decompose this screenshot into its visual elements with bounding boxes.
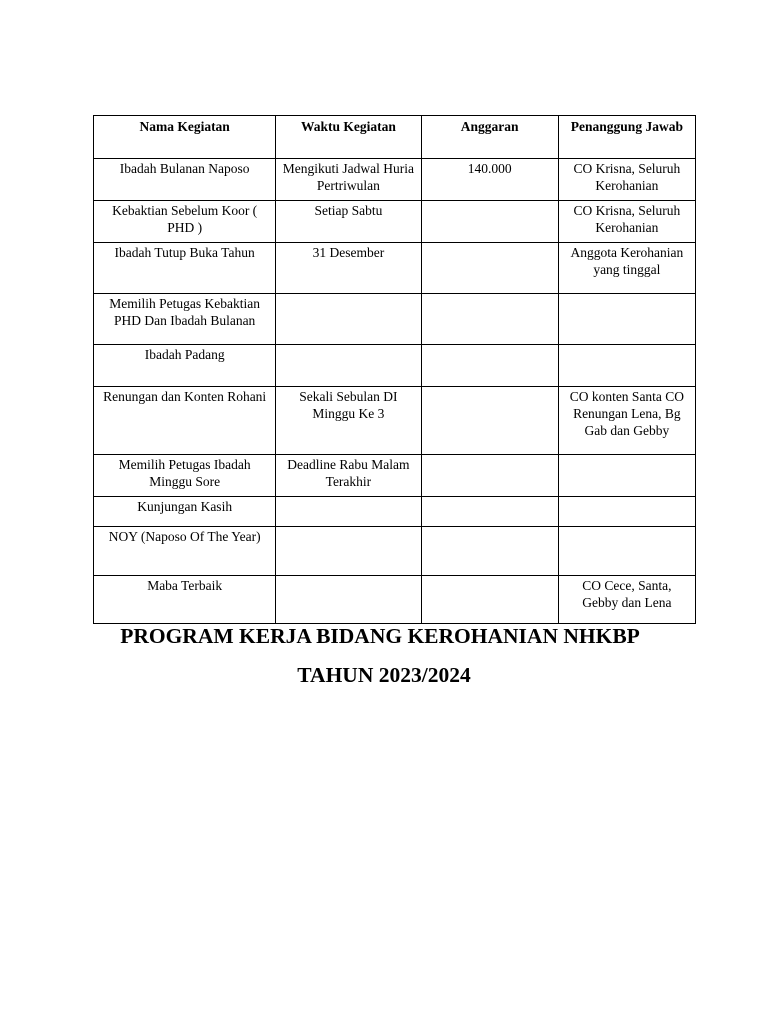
program-table — [93, 115, 696, 624]
table-cell — [558, 294, 695, 345]
table-cell — [558, 455, 695, 497]
table-cell: Renungan dan Konten Rohani — [94, 387, 276, 455]
table-cell: Memilih Petugas Ibadah Minggu Sore — [94, 455, 276, 497]
table-cell — [421, 576, 558, 624]
table-cell — [276, 497, 421, 527]
table-cell — [558, 527, 695, 576]
table-cell: Kebaktian Sebelum Koor ( PHD ) — [94, 201, 276, 243]
table-cell: CO Krisna, Seluruh Kerohanian — [558, 159, 695, 201]
table-cell: CO Cece, Santa, Gebby dan Lena — [558, 576, 695, 624]
table-cell: Ibadah Padang — [94, 345, 276, 387]
table-cell — [421, 527, 558, 576]
table-row — [94, 387, 696, 455]
table-cell: CO Krisna, Seluruh Kerohanian — [558, 201, 695, 243]
table-cell: Maba Terbaik — [94, 576, 276, 624]
table-cell — [276, 576, 421, 624]
table-cell: 31 Desember — [276, 243, 421, 294]
table-cell — [421, 345, 558, 387]
table-row — [94, 243, 696, 294]
table-cell: Sekali Sebulan DI Minggu Ke 3 — [276, 387, 421, 455]
table-row — [94, 345, 696, 387]
table-cell — [276, 345, 421, 387]
table-cell — [421, 201, 558, 243]
table-row — [94, 159, 696, 201]
table-cell: CO konten Santa CO Renungan Lena, Bg Gab dan Gebby — [558, 387, 695, 455]
table-cell: Kunjungan Kasih — [94, 497, 276, 527]
table-cell — [421, 497, 558, 527]
table-cell: 140.000 — [421, 159, 558, 201]
table-cell — [558, 345, 695, 387]
table-cell — [276, 527, 421, 576]
document-subtitle: TAHUN 2023/2024 — [297, 663, 471, 687]
table-cell: Ibadah Tutup Buka Tahun — [94, 243, 276, 294]
table-row — [94, 294, 696, 345]
table-cell: Setiap Sabtu — [276, 201, 421, 243]
table-header-row — [94, 116, 696, 159]
table-row — [94, 201, 696, 243]
table-cell — [558, 497, 695, 527]
table-cell: Mengikuti Jadwal Huria Pertriwulan — [276, 159, 421, 201]
table-cell — [276, 294, 421, 345]
table-cell: Deadline Rabu Malam Terakhir — [276, 455, 421, 497]
header-cell-penanggung-jawab: Penanggung Jawab — [558, 116, 695, 159]
header-cell-waktu-kegiatan: Waktu Kegiatan — [276, 116, 421, 159]
table-cell: Anggota Kerohanian yang tinggal — [558, 243, 695, 294]
document-title: PROGRAM KERJA BIDANG KEROHANIAN NHKBP — [120, 624, 640, 648]
table-row — [94, 576, 696, 624]
header-cell-anggaran: Anggaran — [421, 116, 558, 159]
table-cell — [421, 294, 558, 345]
table-cell: NOY (Naposo Of The Year) — [94, 527, 276, 576]
table-cell — [421, 243, 558, 294]
table-cell: Memilih Petugas Kebaktian PHD Dan Ibadah Bulanan — [94, 294, 276, 345]
table-row — [94, 455, 696, 497]
table-cell: Ibadah Bulanan Naposo — [94, 159, 276, 201]
table-row — [94, 527, 696, 576]
table-row — [94, 497, 696, 527]
table-cell — [421, 387, 558, 455]
table-cell — [421, 455, 558, 497]
header-cell-nama-kegiatan: Nama Kegiatan — [94, 116, 276, 159]
